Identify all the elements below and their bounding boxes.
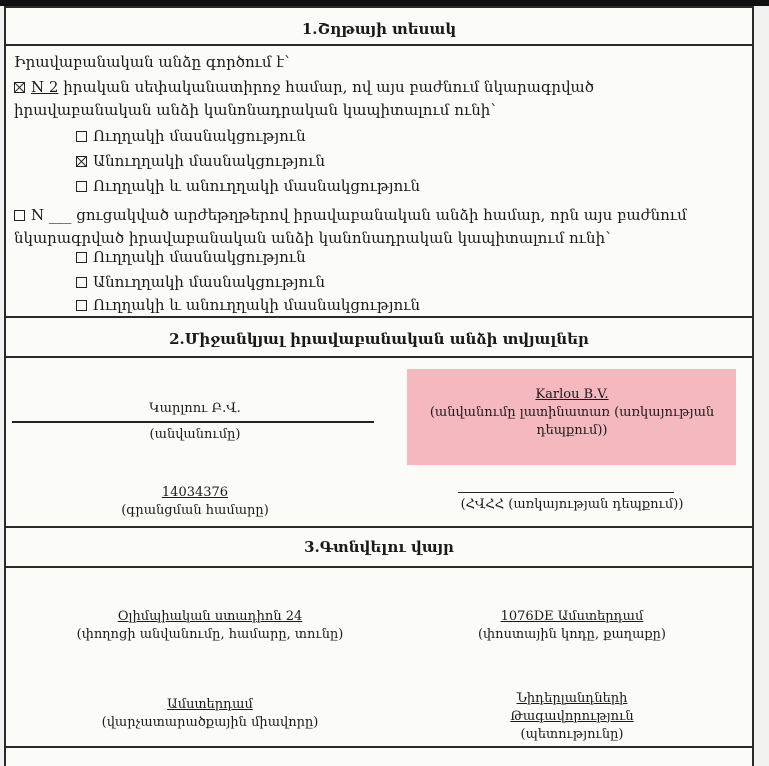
tin-caption: (ՀՎՀՀ (առկայության դեպքում)): [460, 497, 684, 512]
street-value: Օլիմպիական ստադիոն 24: [117, 609, 303, 624]
admin-caption: (վարչատարածքային միավորը): [101, 715, 319, 730]
street-field: [20, 608, 400, 644]
name-underline: [12, 421, 374, 423]
item-n2-text: իրական սեփականատիրոջ համար, ով այս բաժնում նկարագրված: [63, 78, 594, 96]
name-caption: (անվանումը): [149, 427, 241, 442]
street-caption: (փողոցի անվանումը, համարը, տունը): [76, 627, 344, 642]
item-n-line: [14, 205, 687, 225]
divider: [4, 526, 754, 528]
latin-name-caption: (անվանումը լատինատառ (առկայության դեպքում)): [429, 405, 715, 438]
n-direct-label: Ուղղակի մասնակցություն: [93, 248, 306, 266]
reg-number-field: [20, 484, 370, 520]
reg-number-value: 14034376: [161, 485, 229, 500]
n2-option-direct: [76, 126, 306, 146]
admin-field: [20, 696, 400, 732]
postal-field: [410, 608, 734, 644]
n-both-checkbox[interactable]: [76, 300, 87, 311]
item-n-checkbox[interactable]: [14, 210, 25, 221]
item-n-number: N ___: [31, 206, 72, 224]
n-direct-checkbox[interactable]: [76, 252, 87, 263]
name-field: [20, 400, 370, 418]
tin-field: [410, 496, 734, 514]
n2-both-label: Ուղղակի և անուղղակի մասնակցություն: [93, 177, 420, 195]
latin-name-value: Karlou B.V.: [535, 387, 609, 402]
section1-title: 1.Շղթայի տեսակ: [301, 20, 457, 38]
n-option-both: [76, 295, 420, 315]
divider: [4, 356, 754, 358]
section1-intro: Իրավաբանական անձը գործում է՝: [14, 53, 290, 71]
divider: [4, 44, 754, 46]
country-caption: (պետությունը): [520, 727, 624, 742]
n-option-direct: [76, 247, 306, 267]
latin-name-field: [410, 386, 734, 440]
item-n-text: ցուցակված արժեթղթերով իրավաբանական անձի համար, որն այս բաժնում: [76, 206, 687, 224]
postal-caption: (փոստային կոդը, քաղաքը): [477, 627, 667, 642]
divider: [4, 566, 754, 568]
divider: [4, 316, 754, 318]
country-field: [410, 690, 734, 744]
section3-title: 3.Գտնվելու վայր: [304, 538, 454, 556]
item-n2-number: N 2: [31, 78, 59, 96]
n2-indirect-checkbox[interactable]: [76, 156, 87, 167]
admin-value: Ամստերդամ: [167, 697, 253, 712]
item-n-text2: նկարագրված իրավաբանական անձի կանոնադրական կապիտալում ունի՝: [14, 229, 611, 247]
item-n2-checkbox[interactable]: [14, 82, 25, 93]
postal-value: 1076DE Ամստերդամ: [500, 609, 644, 624]
country-value-line2: Թագավորություն: [510, 709, 634, 724]
n2-option-both: [76, 176, 420, 196]
section2-title: 2.Միջանկյալ իրավաբանական անձի տվյալներ: [169, 330, 589, 348]
name-value: Կարլոու Բ.Վ.: [149, 401, 241, 416]
divider: [4, 746, 754, 748]
country-value-line1: Նիդերլանդների: [516, 691, 628, 706]
tin-underline: [458, 492, 674, 493]
n2-direct-label: Ուղղակի մասնակցություն: [93, 127, 306, 145]
n-both-label: Ուղղակի և անուղղակի մասնակցություն: [93, 296, 420, 314]
item-n2-text2: իրավաբանական անձի կանոնադրական կապիտալում ունի՝: [14, 101, 496, 119]
n-indirect-checkbox[interactable]: [76, 277, 87, 288]
n-option-indirect: [76, 272, 325, 292]
n2-direct-checkbox[interactable]: [76, 131, 87, 142]
n2-both-checkbox[interactable]: [76, 181, 87, 192]
n2-indirect-label: Անուղղակի մասնակցություն: [93, 152, 326, 170]
n2-option-indirect: [76, 151, 325, 171]
n-indirect-label: Անուղղակի մասնակցություն: [93, 273, 326, 291]
item-n2-line: [14, 77, 594, 97]
reg-number-caption: (գրանցման համարը): [121, 503, 269, 518]
